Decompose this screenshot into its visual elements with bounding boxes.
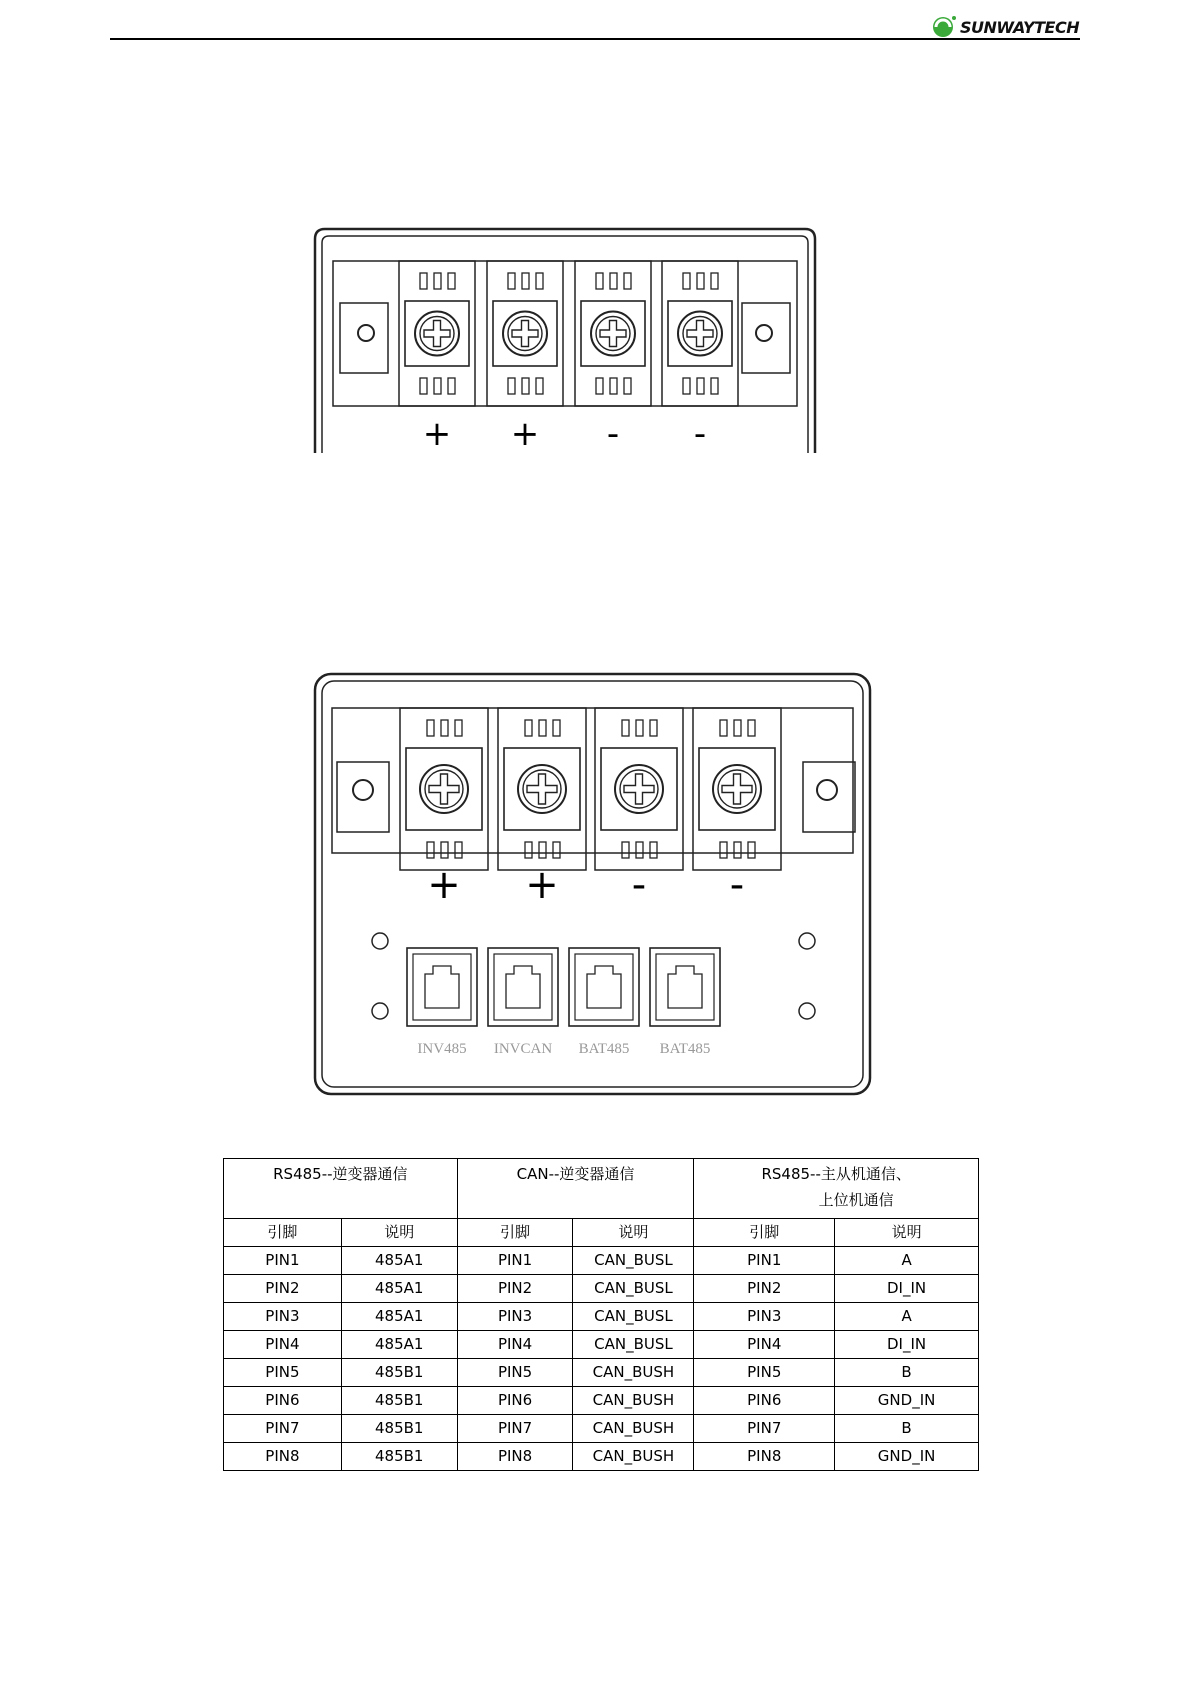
group-title: RS485--主从机通信、 — [761, 1165, 911, 1183]
table-cell: PIN1 — [694, 1247, 835, 1275]
table-cell: PIN1 — [224, 1247, 342, 1275]
table-cell: GND_IN — [835, 1443, 979, 1471]
table-row — [224, 1275, 979, 1303]
table-cell: PIN4 — [224, 1331, 342, 1359]
terminal-negative-sign: - — [693, 414, 707, 454]
terminal-positive-sign: + — [525, 862, 559, 908]
screw-terminal — [399, 261, 475, 406]
table-cell: PIN8 — [224, 1443, 342, 1471]
table-cell: PIN4 — [694, 1331, 835, 1359]
terminal-block-with-ports-diagram — [305, 668, 880, 1100]
table-group-header-row — [224, 1159, 979, 1219]
table-cell: PIN5 — [694, 1359, 835, 1387]
table-cell: GND_IN — [835, 1387, 979, 1415]
table-row — [224, 1359, 979, 1387]
table-subheader-row — [224, 1219, 979, 1247]
table-row — [224, 1415, 979, 1443]
table-cell: PIN4 — [457, 1331, 573, 1359]
table-cell: PIN5 — [457, 1359, 573, 1387]
table-cell: PIN6 — [694, 1387, 835, 1415]
port-label: INV485 — [417, 1041, 467, 1057]
port-label: BAT485 — [578, 1041, 630, 1057]
group-rs485-inverter — [224, 1159, 458, 1219]
group-title-line2: 上位机通信 — [818, 1191, 894, 1209]
rj45-port-bat485 — [650, 948, 720, 1057]
pin-definition-table — [223, 1158, 979, 1471]
terminal-negative-sign: - — [606, 414, 620, 454]
table-row — [224, 1303, 979, 1331]
subheader-cell: 引脚 — [224, 1219, 342, 1247]
table-cell: PIN8 — [457, 1443, 573, 1471]
table-cell: PIN2 — [457, 1275, 573, 1303]
table-cell: CAN_BUSL — [573, 1275, 694, 1303]
table-cell: PIN7 — [224, 1415, 342, 1443]
screw-terminal — [575, 261, 651, 406]
table-cell: PIN5 — [224, 1359, 342, 1387]
port-label: INVCAN — [493, 1041, 553, 1057]
terminal-negative-sign: - — [729, 862, 745, 908]
table-cell: CAN_BUSH — [573, 1387, 694, 1415]
group-title: CAN--逆变器通信 — [516, 1165, 635, 1183]
table-cell: 485A1 — [341, 1275, 457, 1303]
table-cell: PIN7 — [457, 1415, 573, 1443]
table-row — [224, 1387, 979, 1415]
table-cell: DI_IN — [835, 1275, 979, 1303]
screw-terminal — [693, 708, 781, 870]
table-cell: CAN_BUSH — [573, 1415, 694, 1443]
screw-terminal — [498, 708, 586, 870]
terminal-positive-sign: + — [510, 414, 540, 454]
rj45-port-bat485 — [569, 948, 639, 1057]
screw-terminal — [662, 261, 738, 406]
table-cell: A — [835, 1303, 979, 1331]
screw-terminal — [487, 261, 563, 406]
table-cell: 485B1 — [341, 1359, 457, 1387]
table-cell: 485B1 — [341, 1443, 457, 1471]
port-label: BAT485 — [659, 1041, 711, 1057]
table-cell: 485A1 — [341, 1331, 457, 1359]
table-cell: PIN6 — [457, 1387, 573, 1415]
table-row — [224, 1443, 979, 1471]
table-cell: 485B1 — [341, 1415, 457, 1443]
terminal-positive-sign: + — [422, 414, 452, 454]
table-cell: PIN3 — [694, 1303, 835, 1331]
table-cell: PIN3 — [457, 1303, 573, 1331]
group-can-inverter — [457, 1159, 694, 1219]
table-cell: PIN7 — [694, 1415, 835, 1443]
table-cell: 485B1 — [341, 1387, 457, 1415]
table-cell: PIN6 — [224, 1387, 342, 1415]
table-cell: 485A1 — [341, 1303, 457, 1331]
table-cell: A — [835, 1247, 979, 1275]
table-cell: CAN_BUSL — [573, 1331, 694, 1359]
screw-terminal — [595, 708, 683, 870]
table-cell: 485A1 — [341, 1247, 457, 1275]
table-cell: PIN2 — [694, 1275, 835, 1303]
screw-terminal — [400, 708, 488, 870]
group-title: RS485--逆变器通信 — [273, 1165, 408, 1183]
logo-text: SUNWAYTECH — [960, 18, 1080, 37]
table-cell: CAN_BUSH — [573, 1443, 694, 1471]
subheader-cell: 引脚 — [694, 1219, 835, 1247]
subheader-cell: 说明 — [835, 1219, 979, 1247]
table-cell: CAN_BUSL — [573, 1303, 694, 1331]
rj45-port-inv485 — [407, 948, 477, 1057]
table-row — [224, 1331, 979, 1359]
terminal-negative-sign: - — [631, 862, 647, 908]
subheader-cell: 说明 — [573, 1219, 694, 1247]
subheader-cell: 说明 — [341, 1219, 457, 1247]
table-cell: B — [835, 1415, 979, 1443]
rj45-port-invcan — [488, 948, 558, 1057]
table-row — [224, 1247, 979, 1275]
terminal-block-diagram — [300, 225, 830, 455]
subheader-cell: 引脚 — [457, 1219, 573, 1247]
table-cell: PIN8 — [694, 1443, 835, 1471]
terminal-positive-sign: + — [427, 862, 461, 908]
table-cell: PIN1 — [457, 1247, 573, 1275]
table-cell: CAN_BUSL — [573, 1247, 694, 1275]
table-cell: B — [835, 1359, 979, 1387]
table-cell: DI_IN — [835, 1331, 979, 1359]
table-cell: CAN_BUSH — [573, 1359, 694, 1387]
table-cell: PIN2 — [224, 1275, 342, 1303]
group-rs485-master-slave — [694, 1159, 979, 1219]
table-cell: PIN3 — [224, 1303, 342, 1331]
